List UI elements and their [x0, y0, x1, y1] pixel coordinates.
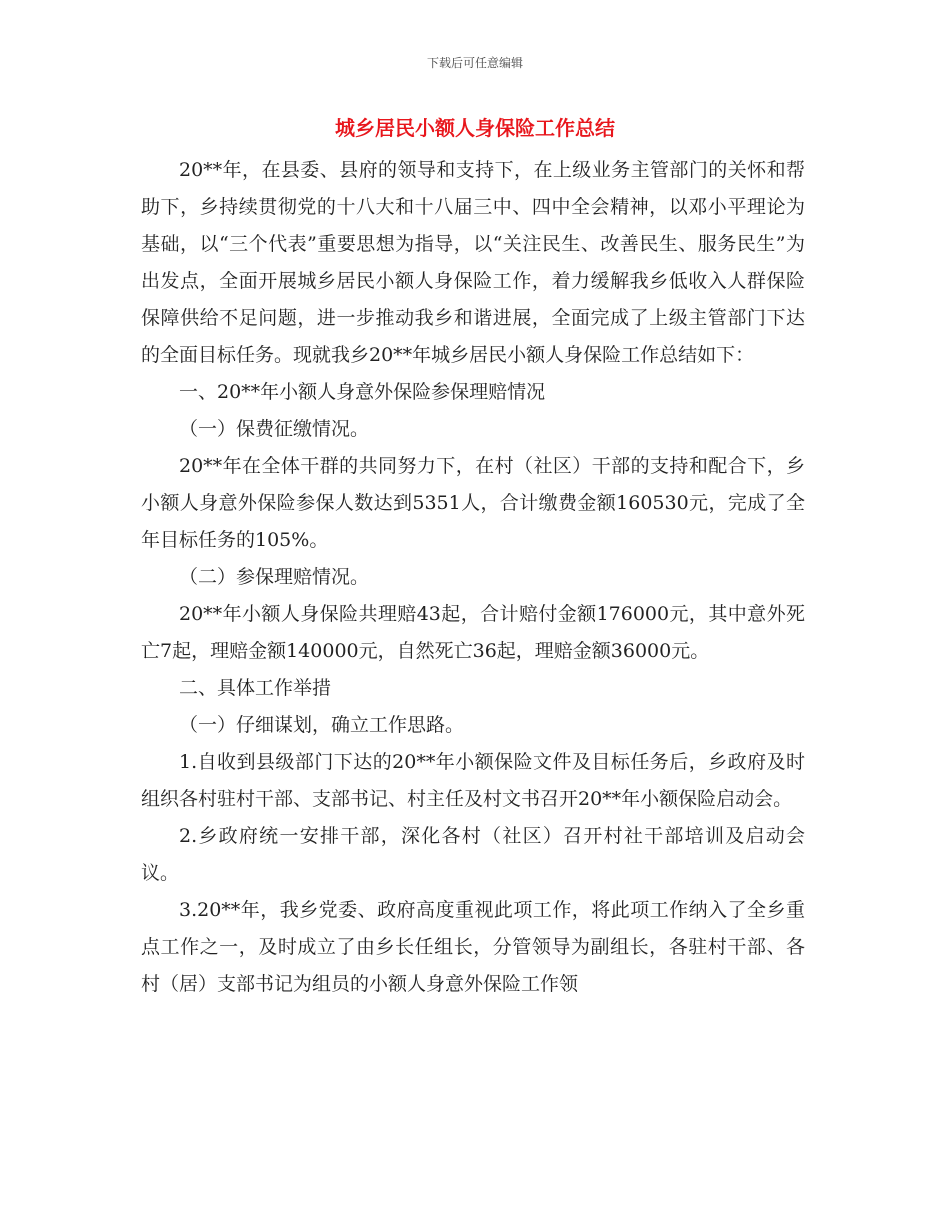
- paragraph-item-1: 1.自收到县级部门下达的20**年小额保险文件及目标任务后，乡政府及时组织各村驻村干部、支部书记、村主任及村文书召开20**年小额保险启动会。: [141, 751, 805, 810]
- subsection-heading-1-2: （二）参保理赔情况。: [179, 566, 370, 588]
- document-title: 城乡居民小额人身保险工作总结: [335, 116, 615, 140]
- header-note: 下载后可任意编辑: [426, 56, 523, 70]
- subsection-heading-1-1: （一）保费征缴情况。: [179, 418, 370, 440]
- paragraph-premium: 20**年在全体干群的共同努力下，在村（社区）干部的支持和配合下，乡小额人身意外保险参保人数达到5351人，合计缴费金额160530元，完成了全年目标任务的105%。: [141, 455, 805, 551]
- section-heading-2: 二、具体工作举措: [179, 677, 332, 699]
- paragraph-item-2: 2.乡政府统一安排干部，深化各村（社区）召开村社干部培训及启动会议。: [141, 825, 805, 884]
- subsection-heading-2-1: （一）仔细谋划，确立工作思路。: [179, 714, 465, 736]
- section-heading-1: 一、20**年小额人身意外保险参保理赔情况: [179, 381, 546, 403]
- document-body: [141, 152, 805, 1003]
- paragraph-claims: 20**年小额人身保险共理赔43起，合计赔付金额176000元，其中意外死亡7起，理赔金额140000元，自然死亡36起，理赔金额36000元。: [141, 603, 805, 662]
- paragraph-intro: 20**年，在县委、县府的领导和支持下，在上级业务主管部门的关怀和帮助下，乡持续贯彻党的十八大和十八届三中、四中全会精神，以邓小平理论为基础，以“三个代表”重要思想为指导，以“关注民生、改善民生、服务民生”为出发点，全面开展城乡居民小额人身保险工作，着力缓解我乡低收入人群保险保障供给不足问题，进一步推动我乡和谐进展，全面完成了上级主管部门下达的全面目标任务。现就我乡20**年城乡居民小额人身保险工作总结如下：: [141, 159, 805, 366]
- paragraph-item-3: 3.20**年，我乡党委、政府高度重视此项工作，将此项工作纳入了全乡重点工作之一，及时成立了由乡长任组长，分管领导为副组长，各驻村干部、各村（居）支部书记为组员的小额人身意外保险工作领: [141, 899, 805, 995]
